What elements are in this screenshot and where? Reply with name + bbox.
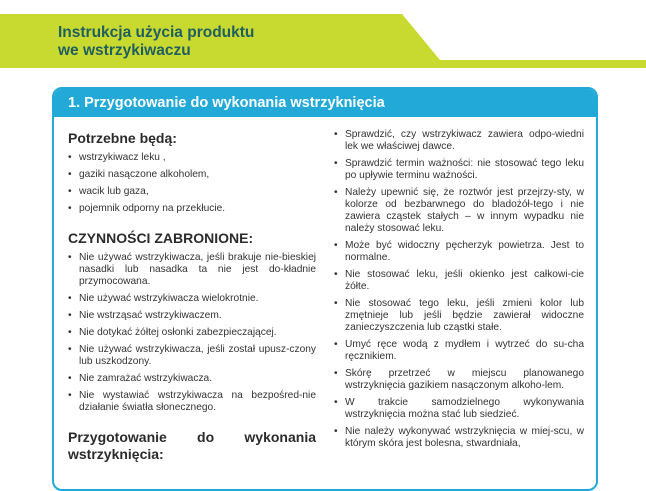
list-item: • Skórę przetrzeć w miejscu planowanego wstrzyknięcia gazikiem nasączonym alkoho-lem. (334, 368, 584, 392)
page-title-line2: we wstrzykiwaczu (58, 42, 191, 59)
list-item: • wstrzykiwacz leku , (68, 152, 316, 164)
list-item: • Nie dotykać żółtej osłonki zabezpieczającej. (68, 327, 316, 339)
forbidden-list (68, 252, 316, 414)
instruction-card (52, 87, 598, 491)
list-item: • Nie stosować tego leku, jeśli zmieni kolor lub zmętnieje lub jeśli będzie zawierał widoczne zanieczyszczenia lub cząstki stałe. (334, 298, 584, 334)
list-item: • Nie wstrząsać wstrzykiwaczem. (68, 310, 316, 322)
needed-heading: Potrzebne będą: (68, 130, 177, 146)
list-item: • Należy upewnić się, że roztwór jest przejrzy-sty, w kolorze od bezbarwnego do bladożół-tego i nie zawiera cząstek stałych – w innym wypadku nie należy stosować leku. (334, 187, 584, 235)
right-column (334, 129, 584, 455)
page-title (58, 24, 254, 60)
list-item: • Sprawdzić, czy wstrzykiwacz zawiera odpo-wiedni lek we właściwej dawce. (334, 129, 584, 153)
list-item: • Nie zamrażać wstrzykiwacza. (68, 373, 316, 385)
list-item: • W trakcie samodzielnego wykonywania wstrzyknięcia można stać lub siedzieć. (334, 397, 584, 421)
prep-heading (68, 429, 316, 463)
needed-list (68, 152, 316, 215)
list-item: • gaziki nasączone alkoholem, (68, 169, 316, 181)
list-item: • pojemnik odporny na przekłucie. (68, 203, 316, 215)
card-title: 1. Przygotowanie do wykonania wstrzyknięcia (54, 89, 596, 117)
list-item: • Nie należy wykonywać wstrzyknięcia w miej-scu, w którym skóra jest bolesna, stwardniała, (334, 426, 584, 450)
list-item: • Nie używać wstrzykiwacza, jeśli został upusz-czony lub uszkodzony. (68, 344, 316, 368)
list-item: • Nie używać wstrzykiwacza, jeśli brakuje nie-bieskiej nasadki lub nasadka ta nie jest do-kładnie przymocowana. (68, 252, 316, 288)
list-item: • Nie używać wstrzykiwacza wielokrotnie. (68, 293, 316, 305)
left-column (68, 130, 316, 469)
prep-steps-list (334, 129, 584, 450)
list-item: • Może być widoczny pęcherzyk powietrza. Jest to normalne. (334, 240, 584, 264)
list-item: • Sprawdzić termin ważności: nie stosować tego leku po upływie terminu ważności. (334, 158, 584, 182)
list-item: • Nie wystawiać wstrzykiwacza na bezpośred-nie działanie światła słonecznego. (68, 390, 316, 414)
forbidden-heading: CZYNNOŚCI ZABRONIONE: (68, 230, 254, 246)
page-title-line1: Instrukcja użycia produktu (58, 24, 255, 41)
list-item: • wacik lub gaza, (68, 186, 316, 198)
prep-heading-line2: wstrzyknięcia: (68, 446, 164, 462)
list-item: • Umyć ręce wodą z mydłem i wytrzeć do su-cha ręcznikiem. (334, 339, 584, 363)
prep-heading-line1: Przygotowanie do wykonania (68, 429, 316, 445)
list-item: • Nie stosować leku, jeśli okienko jest całkowi-cie żółte. (334, 269, 584, 293)
